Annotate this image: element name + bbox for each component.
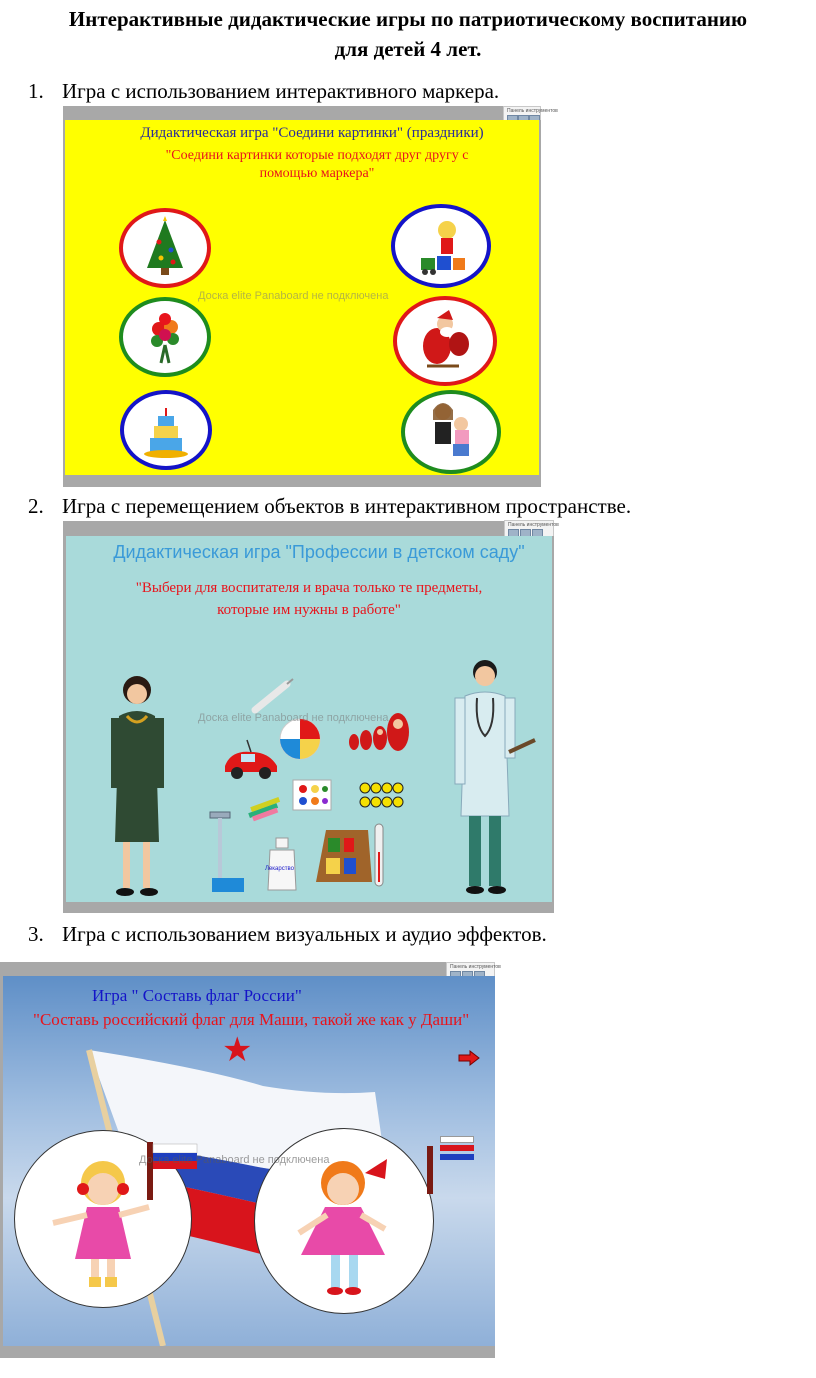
list-text: Игра с перемещением объектов в интерактивном пространстве. [62,494,632,518]
next-arrow-icon[interactable] [458,1050,480,1066]
teacher-figure[interactable] [101,672,171,902]
title-line-1: Интерактивные дидактические игры по патриотическому воспитанию [68,7,748,31]
toys-icon [395,208,487,284]
watermark-3: Доска elite Panaboard не подключена [139,1154,330,1166]
list-number: 3. [28,922,44,946]
toolbar-label: Панель инструментов [507,108,558,114]
syringe-icon[interactable] [249,676,294,716]
game2-subtitle-line1: "Выбери для воспитателя и врача только те предметы, [135,580,483,596]
mother-child-card[interactable] [401,390,501,474]
list-number: 2. [28,494,44,518]
game3-title: Игра " Составь флаг России" [92,986,302,1005]
blue-stripe-piece[interactable] [440,1154,474,1160]
doctor-figure[interactable] [449,656,539,902]
screenshot-3-top-bar [0,962,495,976]
cake-card[interactable] [120,390,212,470]
toolbar-label: Панель инструментов [508,522,559,528]
scales-icon[interactable] [206,806,248,898]
book-shelf-icon[interactable] [312,826,376,886]
star-icon[interactable]: ★ [222,1032,253,1069]
game1-subtitle-line1: "Соедини картинки которые подходят друг другу с [165,148,469,163]
game1-board[interactable] [63,120,541,475]
dasha-flag-icon [141,1142,199,1202]
game2-subtitle-line2: которые им нужны в работе" [217,602,401,618]
list-item-2 [28,493,631,519]
watermark-2: Доска elite Panaboard не подключена [198,712,389,724]
list-item-1 [28,78,499,104]
medicine-label: Лекарство [265,866,294,872]
screenshot-1-bottom-bar [63,475,541,487]
red-stripe-piece[interactable] [440,1145,474,1151]
white-stripe-piece[interactable] [440,1136,474,1143]
list-item-3 [28,921,547,947]
santa-claus-card[interactable] [393,296,497,386]
crayons-icon[interactable] [246,794,282,820]
toys-card[interactable] [391,204,491,288]
game1-title: Дидактическая игра "Соедини картинки" (праздники) [140,125,484,141]
game3-board[interactable] [0,976,495,1346]
picture-cards-icon[interactable] [291,776,333,812]
game3-subtitle: "Составь российский флаг для Маши, такой же как у Даши" [33,1010,470,1029]
thermometer-icon[interactable] [371,822,387,892]
document-title [0,4,816,64]
medicine-bottle-icon[interactable] [262,836,302,892]
list-text: Игра с использованием визуальных и аудио эффектов. [62,922,547,946]
screenshot-2-bottom-bar [63,902,554,913]
game2-board[interactable] [63,536,554,902]
bouquet-card[interactable] [119,297,211,377]
santa-claus-icon [397,300,493,382]
counting-beads-icon[interactable] [357,780,407,814]
empty-flag-pole-icon [425,1146,435,1194]
game2-title: Дидактическая игра "Профессии в детском саду" [113,542,525,562]
list-text: Игра с использованием интерактивного маркера. [62,79,500,103]
christmas-tree-card[interactable] [119,208,211,288]
screenshot-2-top-bar [63,521,554,536]
screenshot-3-bottom-bar [0,1346,495,1358]
toy-car-icon[interactable] [221,740,281,780]
screenshot-1-top-bar [63,106,541,120]
toolbar-label: Панель инструментов [450,964,501,970]
title-line-2: для детей 4 лет. [334,37,482,61]
list-number: 1. [28,79,44,103]
watermark-1: Доска elite Panaboard не подключена [198,290,389,302]
mother-child-icon [405,394,497,470]
game1-subtitle-line2: помощью маркера" [259,166,375,181]
christmas-tree-icon [123,212,207,284]
bouquet-icon [123,301,207,373]
cake-icon [124,394,208,466]
